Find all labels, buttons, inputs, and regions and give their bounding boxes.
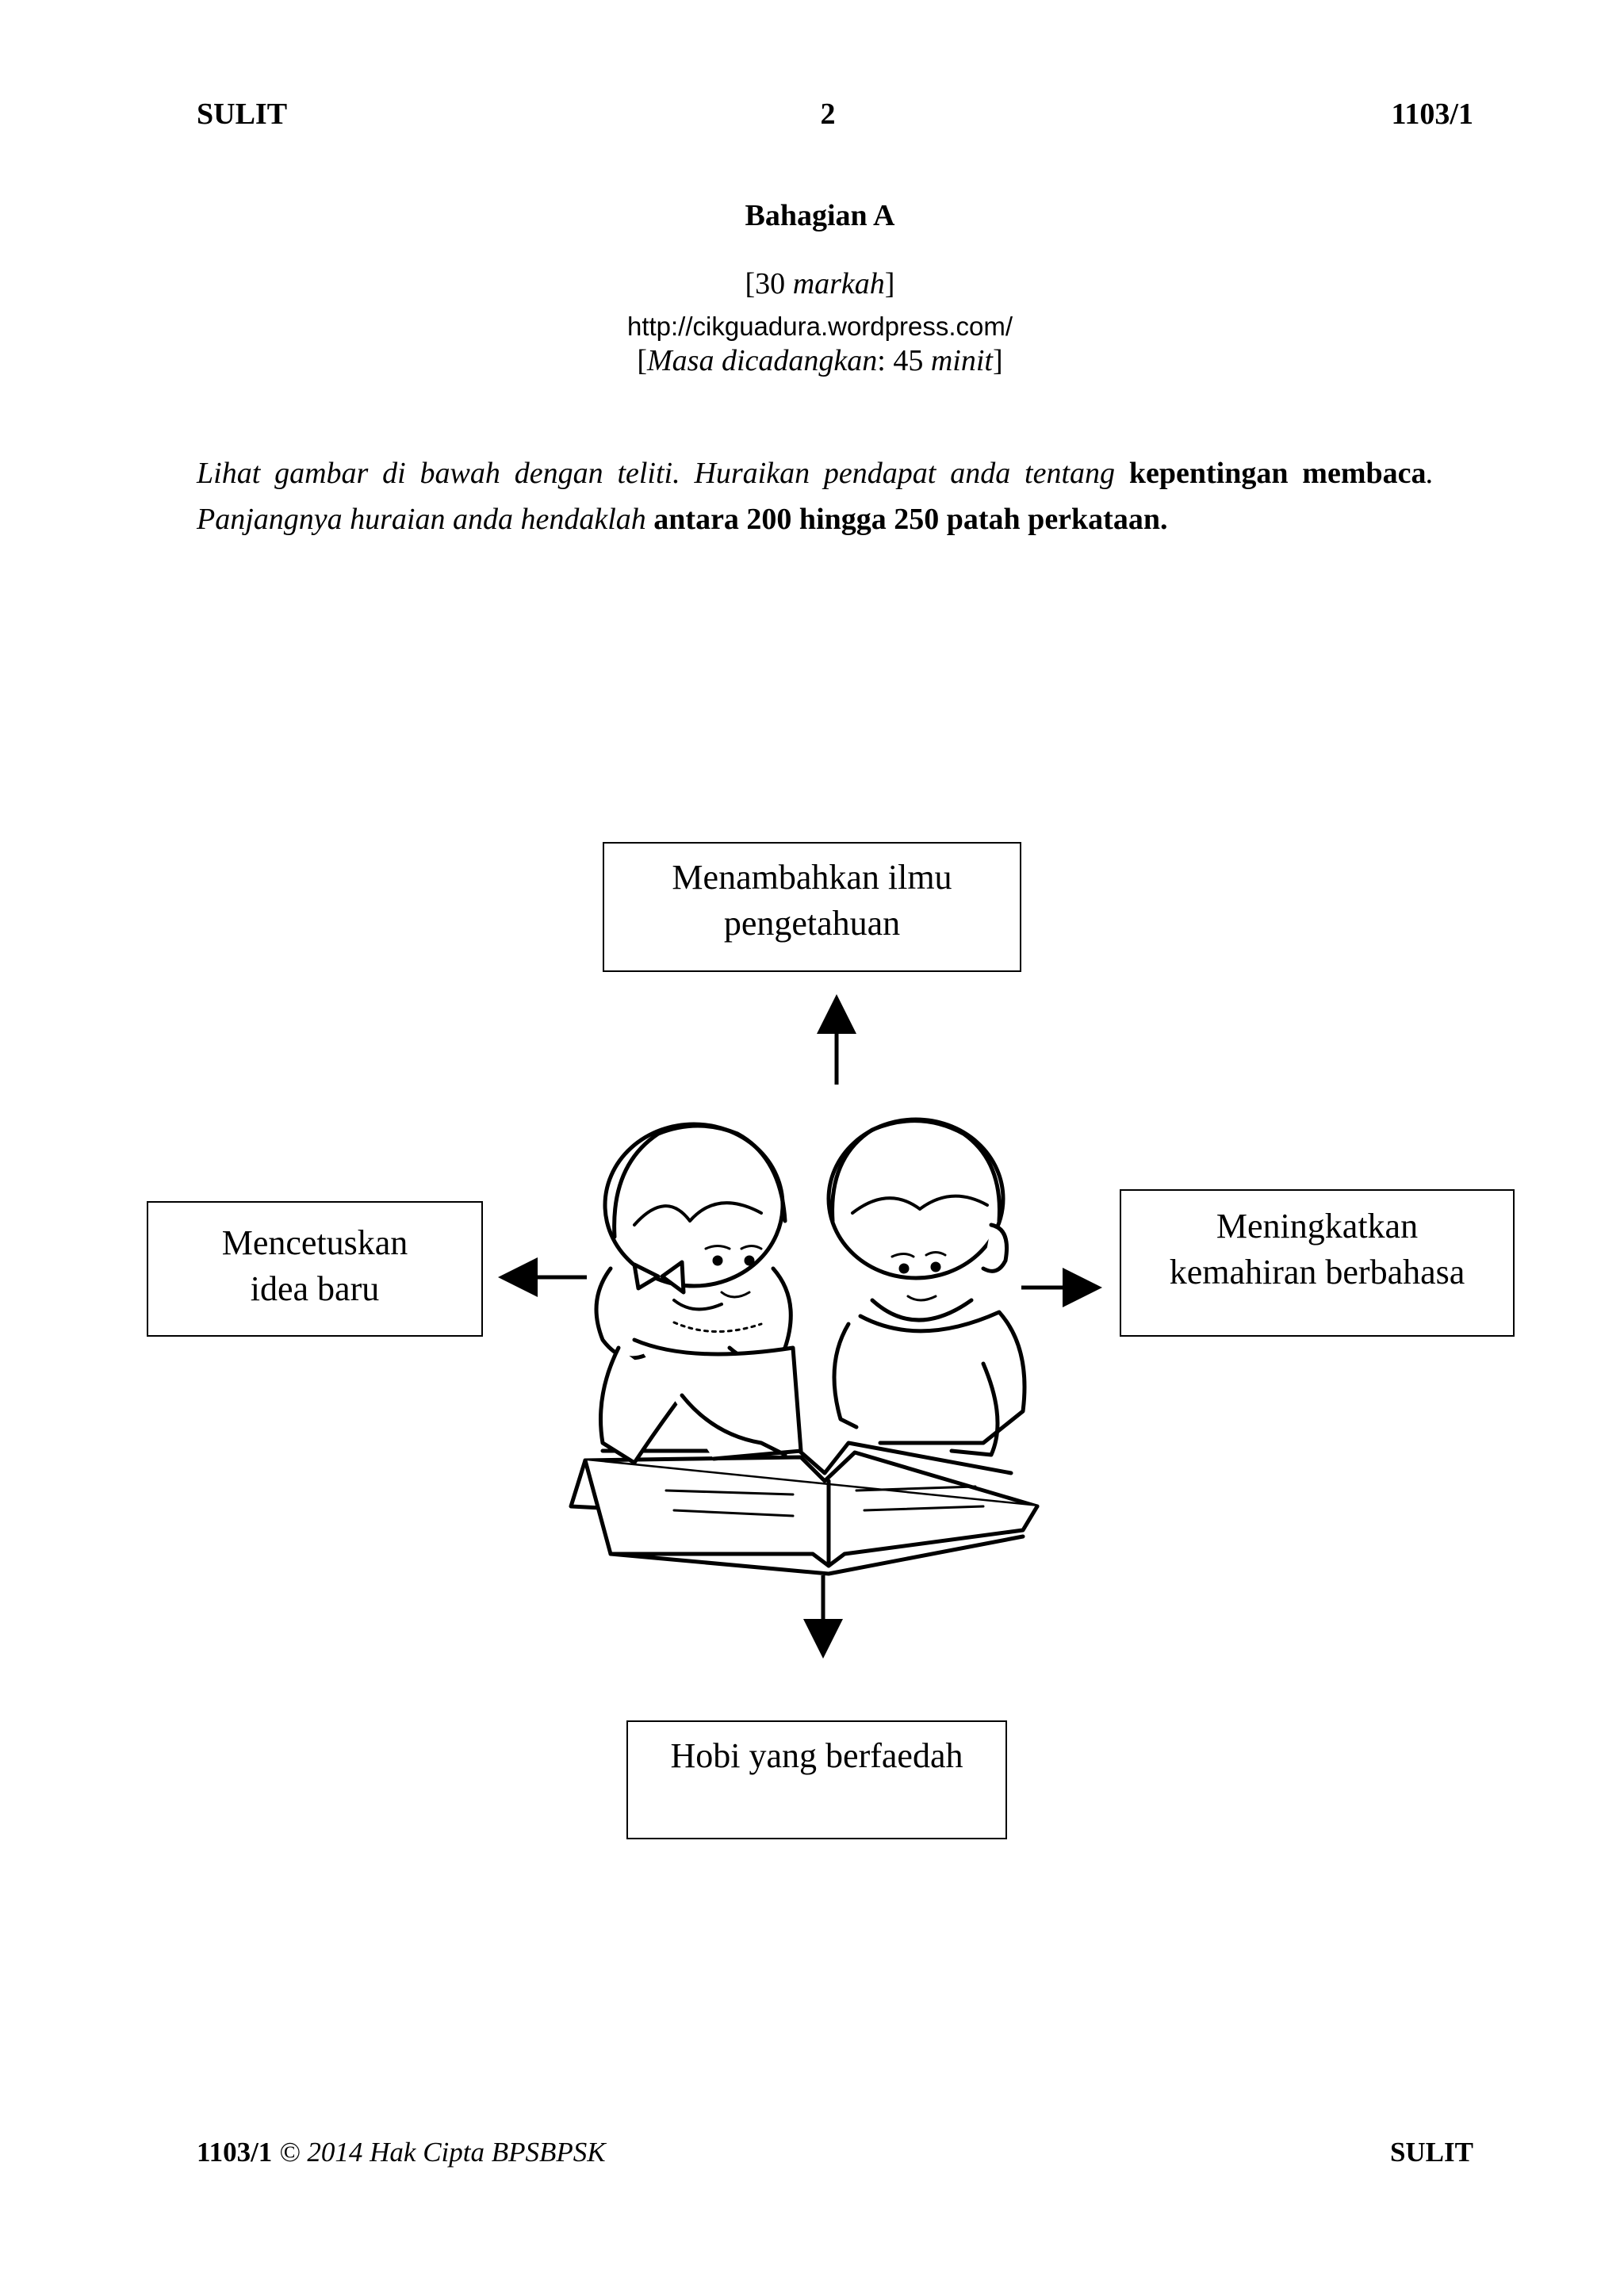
- section-title: Bahagian A: [745, 199, 895, 232]
- footer-copyright: 1103/1 © 2014 Hak Cipta BPSBPSK: [197, 2137, 606, 2168]
- box-menambahkan-ilmu: Menambahkan ilmu pengetahuan: [603, 842, 1021, 972]
- box-mencetuskan-idea: Mencetuskan idea baru: [147, 1201, 483, 1337]
- children-reading-illustration: [571, 1119, 1037, 1574]
- box-meningkatkan-kemahiran: Meningkatkan kemahiran berbahasa: [1120, 1189, 1515, 1337]
- box-hobi-berfaedah: Hobi yang berfaedah: [626, 1720, 1007, 1839]
- website-url: http://cikguadura.wordpress.com/: [626, 312, 1013, 341]
- footer-right: SULIT: [1389, 2137, 1473, 2168]
- instruction-text: Lihat gambar di bawah dengan teliti. Huraikan pendapat anda tentang kepentingan membaca. Panjangnya huraian anda hendaklah antara 200 hingga 250 patah perkataan.: [197, 457, 1434, 536]
- page-number: 2: [820, 98, 836, 131]
- header-right: 1103/1: [1391, 98, 1473, 131]
- header-left: SULIT: [197, 98, 288, 131]
- marks-line: [30 markah]: [745, 267, 895, 300]
- suggested-time: [Masa dicadangkan: 45 minit]: [637, 344, 1003, 377]
